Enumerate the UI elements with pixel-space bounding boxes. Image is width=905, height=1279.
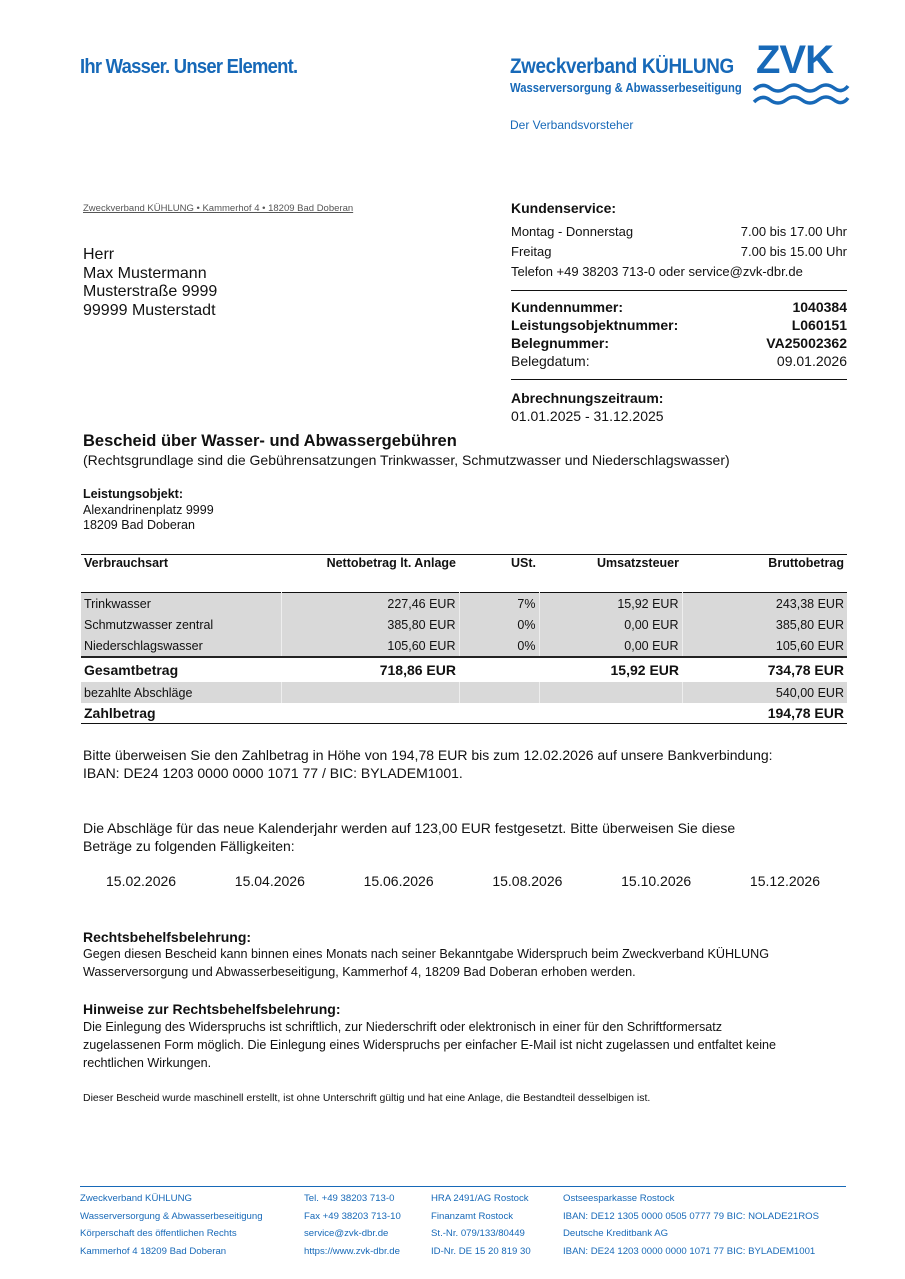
- total-label: Gesamtbetrag: [81, 657, 281, 682]
- amount-due-value: 194,78 EUR: [682, 703, 847, 724]
- empty-cell: [459, 682, 539, 703]
- cell-type: Trinkwasser: [81, 593, 281, 615]
- footer-text: IBAN: DE12 1305 0000 0505 0777 79 BIC: NOLADE21ROS: [563, 1210, 819, 1222]
- due-date: 15.10.2026: [621, 873, 692, 889]
- legal-notes-line: zugelassenen Form möglich. Die Einlegung eines Widerspruchs per einfacher E-Mail ist nicht zugelassen und entfaltet keine: [83, 1038, 777, 1052]
- footer-text: Kammerhof 4 18209 Bad Doberan: [80, 1245, 227, 1257]
- machine-generated-note: Dieser Bescheid wurde maschinell erstellt, ist ohne Unterschrift gültig und hat eine Anlage, die Bestandteil desselbigen ist.: [83, 1092, 651, 1104]
- footer-text: IBAN: DE24 1203 0000 0000 1071 77 BIC: BYLADEM1001: [563, 1245, 816, 1257]
- document-date-value: 09.01.2026: [776, 353, 847, 369]
- fees-table: [81, 554, 847, 724]
- cell-vat: 0,00 EUR: [539, 614, 682, 635]
- service-object-label: Leistungsobjekt:: [83, 487, 184, 501]
- legal-notes-line: rechtlichen Wirkungen.: [83, 1056, 212, 1070]
- zvk-logo: [752, 38, 850, 110]
- waves-icon: [752, 80, 850, 108]
- column-header: Nettobetrag lt. Anlage: [281, 555, 459, 593]
- payment-instructions: [83, 746, 843, 782]
- total-net: 718,86 EUR: [281, 657, 459, 682]
- service-object-street: Alexandrinenplatz 9999: [83, 502, 214, 517]
- service-object-city: 18209 Bad Doberan: [83, 518, 195, 532]
- amount-due-label: Zahlbetrag: [81, 703, 281, 724]
- empty-cell: [539, 682, 682, 703]
- legal-notes-text: [83, 1018, 853, 1072]
- billing-period-label: Abrechnungszeitraum:: [511, 390, 664, 406]
- footer-text: St.-Nr. 079/133/80449: [431, 1228, 525, 1239]
- legal-remedy-text: [83, 945, 853, 981]
- table-row: [81, 635, 847, 657]
- due-date: 15.02.2026: [106, 873, 177, 889]
- installment-dates: [83, 873, 843, 889]
- footer-text: Deutsche Kreditbank AG: [563, 1228, 669, 1239]
- cell-type: Niederschlagswasser: [81, 635, 281, 657]
- document-date-row: [511, 352, 847, 370]
- billing-period-value: 01.01.2025 - 31.12.2025: [511, 408, 664, 424]
- amount-due-row: [81, 703, 847, 724]
- object-number-row: [511, 316, 847, 334]
- hours-time: 7.00 bis 17.00 Uhr: [740, 224, 847, 239]
- legal-notes-line: Die Einlegung des Widerspruchs ist schriftlich, zur Niederschrift oder elektronisch in einer für den Schriftformersatz: [83, 1020, 723, 1034]
- footer-col-contact: [304, 1190, 401, 1260]
- due-date: 15.12.2026: [749, 873, 820, 889]
- footer-text: Wasserversorgung & Abwasserbeseitigung: [80, 1210, 263, 1222]
- column-header: Umsatzsteuer: [539, 555, 682, 593]
- legal-notes-title: Hinweise zur Rechtsbehelfsbelehrung:: [83, 1001, 341, 1017]
- cell-vat: 15,92 EUR: [539, 593, 682, 615]
- cell-vat-rate: 0%: [459, 614, 539, 635]
- hours-days: Freitag: [511, 244, 552, 259]
- object-number-value: L060151: [791, 317, 847, 333]
- brand-subtitle: Wasserversorgung & Abwasserbeseitigung: [510, 81, 742, 95]
- service-contact: [511, 262, 847, 282]
- footer-text: ID-Nr. DE 15 20 819 30: [431, 1245, 531, 1257]
- empty-cell: [459, 703, 539, 724]
- empty-cell: [281, 682, 459, 703]
- hours-row: [511, 222, 847, 242]
- service-contact-text: Telefon +49 38203 713-0 oder service@zvk-dbr.de: [511, 264, 803, 279]
- document-number-row: [511, 334, 847, 352]
- empty-cell: [539, 703, 682, 724]
- footer-text: Finanzamt Rostock: [431, 1210, 514, 1222]
- legal-remedy-title: Rechtsbehelfsbelehrung:: [83, 929, 252, 945]
- service-title: Kundenservice:: [511, 200, 617, 216]
- document-number-value: VA25002362: [766, 335, 847, 351]
- officer-label: Der Verbandsvorsteher: [510, 118, 634, 132]
- paid-amount: 540,00 EUR: [682, 682, 847, 703]
- footer-col-registry: [431, 1190, 531, 1260]
- footer-col-bank: [563, 1190, 819, 1260]
- cell-gross: 385,80 EUR: [682, 614, 847, 635]
- footer-col-address: [80, 1190, 263, 1260]
- service-object: [83, 487, 214, 534]
- object-number-label: Leistungsobjektnummer:: [511, 317, 679, 333]
- legal-line: Wasserversorgung und Abwasserbeseitigung, Kammerhof 4, 18209 Bad Doberan erhoben werden.: [83, 965, 636, 979]
- document-title: Bescheid über Wasser- und Abwassergebühren: [83, 432, 457, 450]
- payment-line-2: IBAN: DE24 1203 0000 0000 1071 77 / BIC: BYLADEM1001.: [83, 765, 463, 781]
- recipient-street: Musterstraße 9999: [83, 283, 218, 300]
- footer-text: Zweckverband KÜHLUNG: [80, 1193, 192, 1204]
- due-date: 15.06.2026: [363, 873, 434, 889]
- empty-cell: [459, 657, 539, 682]
- table-header-row: [81, 555, 847, 593]
- due-date: 15.04.2026: [234, 873, 305, 889]
- divider: [511, 290, 847, 291]
- cell-net: 105,60 EUR: [281, 635, 459, 657]
- footer-email-link[interactable]: service@zvk-dbr.de: [304, 1228, 389, 1239]
- column-header: USt.: [459, 555, 539, 593]
- recipient-salutation: Herr: [83, 246, 115, 263]
- cell-net: 227,46 EUR: [281, 593, 459, 615]
- document-ids: [511, 298, 847, 380]
- recipient-city: 99999 Musterstadt: [83, 301, 216, 319]
- empty-cell: [281, 703, 459, 724]
- document-number-label: Belegnummer:: [511, 335, 610, 351]
- sender-address-line: Zweckverband KÜHLUNG • Kammerhof 4 • 18209 Bad Doberan: [83, 203, 354, 214]
- slogan: Ihr Wasser. Unser Element.: [80, 56, 298, 78]
- cell-vat: 0,00 EUR: [539, 635, 682, 657]
- legal-line: Gegen diesen Bescheid kann binnen eines Monats nach seiner Bekanntgabe Widerspruch beim Zweckverband KÜHLUNG: [83, 947, 770, 961]
- recipient-name: Max Mustermann: [83, 264, 207, 282]
- installment-text: [83, 819, 843, 855]
- cell-vat-rate: 7%: [459, 593, 539, 615]
- footer-text: Ostseesparkasse Rostock: [563, 1193, 675, 1204]
- customer-number-row: [511, 298, 847, 316]
- cell-type: Schmutzwasser zentral: [81, 614, 281, 635]
- column-header: Verbrauchsart: [81, 555, 281, 593]
- total-vat: 15,92 EUR: [539, 657, 682, 682]
- column-header: Bruttobetrag: [682, 555, 847, 593]
- due-date: 15.08.2026: [492, 873, 563, 889]
- installment-line-2: Beträge zu folgenden Fälligkeiten:: [83, 838, 295, 854]
- brand-name: Zweckverband KÜHLUNG: [510, 55, 734, 78]
- recipient-address: [83, 246, 217, 320]
- customer-number-value: 1040384: [792, 299, 847, 315]
- installment-line-1: Die Abschläge für das neue Kalenderjahr werden auf 123,00 EUR festgesetzt. Bitte überweisen Sie diese: [83, 820, 736, 836]
- footer-text: Körperschaft des öffentlichen Rechts: [80, 1228, 237, 1239]
- divider: [511, 379, 847, 380]
- footer-website-link[interactable]: https://www.zvk-dbr.de: [304, 1245, 400, 1257]
- footer-fax: Fax +49 38203 713-10: [304, 1210, 401, 1222]
- logo-text: ZVK: [756, 38, 833, 82]
- document-subtitle: (Rechtsgrundlage sind die Gebührensatzungen Trinkwasser, Schmutzwasser und Niederschlagswasser): [83, 452, 730, 468]
- billing-period: [511, 389, 664, 425]
- total-gross: 734,78 EUR: [682, 657, 847, 682]
- customer-service-box: [511, 200, 847, 291]
- paid-label: bezahlte Abschläge: [81, 682, 281, 703]
- document-date-label: Belegdatum:: [511, 353, 590, 369]
- payment-line-1: Bitte überweisen Sie den Zahlbetrag in Höhe von 194,78 EUR bis zum 12.02.2026 auf unsere Bankverbindung:: [83, 747, 773, 763]
- footer-phone: Tel. +49 38203 713-0: [304, 1193, 395, 1204]
- cell-gross: 243,38 EUR: [682, 593, 847, 615]
- footer-text: HRA 2491/AG Rostock: [431, 1193, 529, 1204]
- cell-vat-rate: 0%: [459, 635, 539, 657]
- hours-row: [511, 242, 847, 262]
- cell-gross: 105,60 EUR: [682, 635, 847, 657]
- hours-time: 7.00 bis 15.00 Uhr: [740, 244, 847, 259]
- paid-installments-row: [81, 682, 847, 703]
- hours-days: Montag - Donnerstag: [511, 224, 634, 239]
- footer-divider: [80, 1186, 846, 1187]
- table-row: [81, 593, 847, 615]
- table-row: [81, 614, 847, 635]
- total-row: [81, 657, 847, 682]
- cell-net: 385,80 EUR: [281, 614, 459, 635]
- customer-number-label: Kundennummer:: [511, 299, 623, 315]
